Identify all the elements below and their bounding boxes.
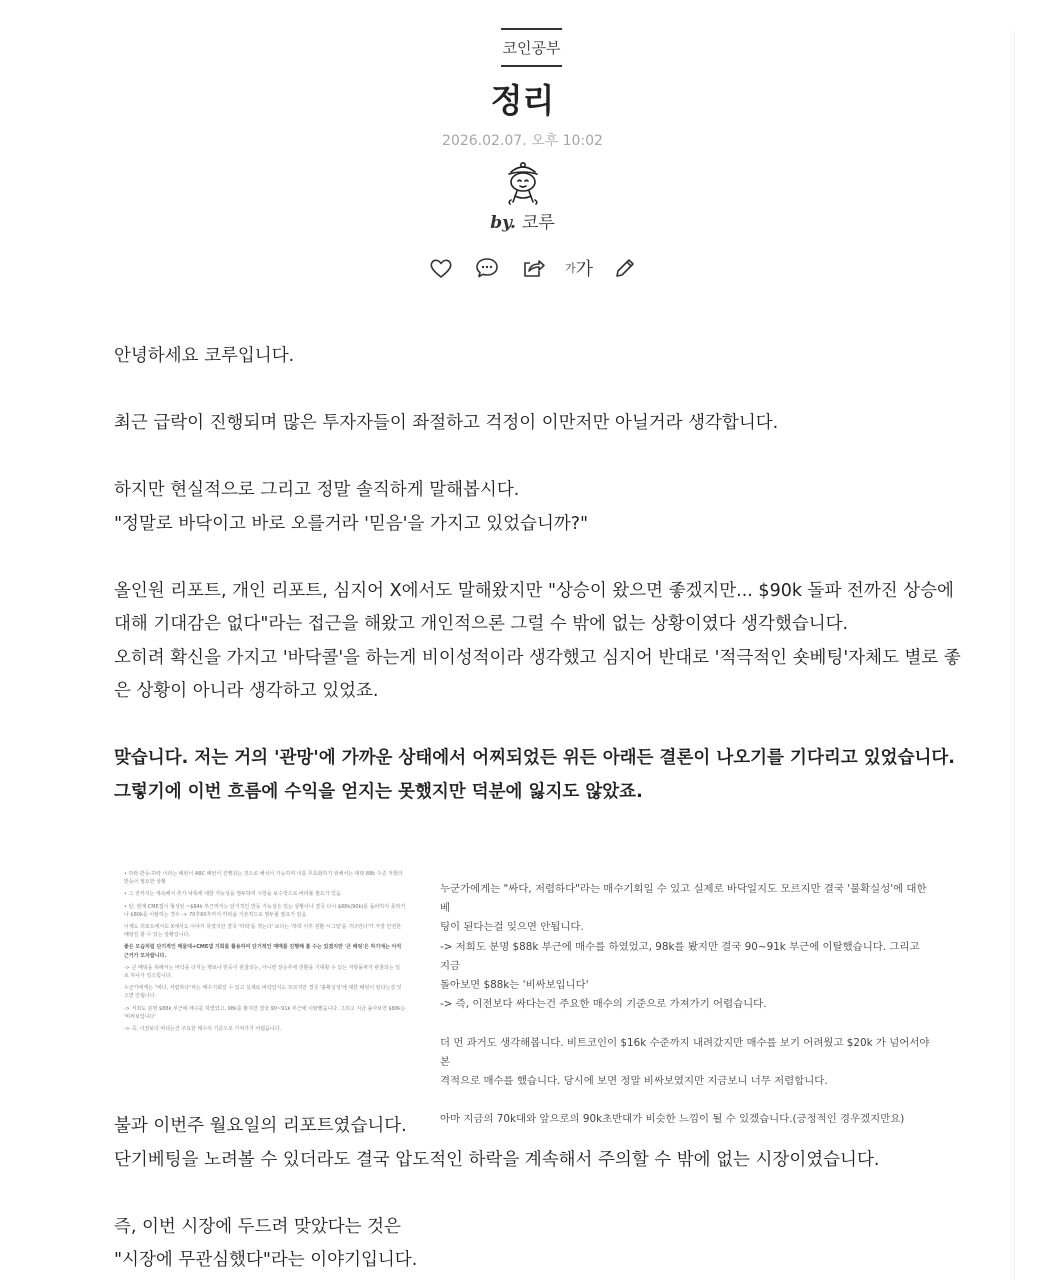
paragraph-bold-1: 맞습니다. 저는 거의 '관망'에 가까운 상태에서 어찌되었든 위든 아래든 결론이 나오기를 기다리고 있었습니다. [114,748,955,768]
report-right-line: 팅이 된다는걸 잊으면 안됩니다. [440,921,584,934]
author-name: 코루 [521,213,555,233]
share-button[interactable] [518,254,548,282]
paragraph-monday: 불과 이번주 월요일의 리포트였습니다. [114,1116,407,1136]
report-left-line: -> 즉, 이전보다 싸다는건 주요한 매수의 기준으로 가져가기 어렵습니다. [124,1026,282,1033]
like-button[interactable] [426,254,456,282]
comment-icon [474,255,500,281]
paragraph-conclusion-2: "시장에 무관심했다"라는 이야기입니다. [114,1250,418,1270]
report-left-line: 이제도 리포트에서도 X에서도 이야기 하였지만 결국 '하락'을 겪는다' 보다는 '하락 이후 전환 시그널'을 기다린다'가 가장 안전한 베팅일 할 수 있는 상황입니다. [124,924,402,939]
post-toolbar [426,254,656,282]
report-right-line: 아마 지금의 70k대와 앞으로의 90k초반대가 비슷한 느낌이 될 수 있겠습니다.(긍정적인 경우겠지만요) [440,1113,905,1126]
font-size-large-label: 가 [575,259,594,279]
font-size-button[interactable] [564,254,594,282]
post-header [0,28,1045,233]
report-left-line: • 하락-반등-하락 이라는 패턴이 ABC 패턴이 진행되는 것으로 해석이 가능하며 이를 무효화하기 위해서는 대략 88k 수준 저항의 반등이 필요한 상황 [124,871,403,886]
pencil-icon [612,255,638,281]
report-image-right [440,880,930,1130]
author-line[interactable] [0,208,1045,233]
report-right-line: 더 먼 과거도 생각해봅니다. 비트코인이 $16k 수준까지 내려갔지만 매수를 보기 어려웠고 $20k 가 넘어서야 본 [440,1036,930,1068]
author-avatar[interactable] [499,160,547,208]
report-left-line: • 그 전까지는 계속해서 추가 낙폭에 대한 가능성을 염두하며 시장을 보수적으로 바라볼 필요가 있음 [124,891,341,898]
author-prefix: by. [490,213,516,233]
report-left-line: -> 저희도 분명 $88k 부근에 매수를 하였었고, 98k를 봤지만 결국 90~91k 부근에 이탈했습니다. 그리고 지금 돌아보면 $88k는 '비싸보입니다' [124,1005,406,1020]
paragraph-intro: 최근 급락이 진행되며 많은 투자자들이 좌절하고 걱정이 이만저만 아닐거라 생각합니다. [114,413,779,433]
comment-button[interactable] [472,254,502,282]
paragraph-bold-2: 그렇기에 이번 흐름에 수익을 얻지는 못했지만 덕분에 잃지도 않았죠. [114,781,643,802]
category-label[interactable]: 코인공부 [501,28,563,67]
paragraph-honest: 하지만 현실적으로 그리고 정말 솔직하게 말해봅시다. [114,480,520,500]
paragraph-report-1: 올인원 리포트, 개인 리포트, 심지어 X에서도 말해왔지만 "상승이 왔으면 좋겠지만... $90k 돌파 전까진 상승에 [114,580,954,601]
font-size-small-label: 가 [564,263,576,275]
report-right-line: -> 즉, 이전보다 싸다는건 주요한 매수의 기준으로 가져가기 어렵습니다. [440,998,767,1011]
paragraph-report-3: 오히려 확신을 가지고 '바닥콜'을 하는게 비이성적이라 생각했고 심지어 반대로 '적극적인 숏베팅'자체도 별로 좋 [114,647,961,668]
edit-button[interactable] [610,254,640,282]
report-image-left [124,870,406,1037]
report-left-line: 좋은 모습처럼 단기적인 매물대+CME갭 기회를 활용하여 단기적인 매매를 진행해 볼 수는 있겠지만 '큰 베팅'은 하기에는 아직 근거가 모자랍니다. [124,944,402,959]
report-left-line: -> 큰 베팅을 위해서는 바닥을 다지는 행보나 반등이 관찰되는, 아니면 상승추세 전환을 기대할 수 있는 저항돌파가 관찰되는 일 로 하나가 일으킵니다. [124,964,401,980]
report-left-line: • 단, 현재 CME갭이 형성된 ~$84k 부근까지는 단기적인 반등 가능성은 있는 상황이나 결국 다시 $88k(90k)를 돌파하지 못하거나 $80k를 이탈하는 경우 -> 70후60후까지 하락을 기본적으로 염두할 필요가 있음 [124,903,406,918]
paragraph-short-bet: 단기베팅을 노려볼 수 있더라도 결국 압도적인 하락을 계속해서 주의할 수 밖에 없는 시장이였습니다. [114,1149,880,1170]
report-right-line: 격적으로 매수를 했습니다. 당시에 보면 정말 비싸보였지만 지금보니 너무 저렴합니다. [440,1075,828,1088]
paragraph-greeting: 안녕하세요 코루입니다. [114,346,295,366]
report-right-line: 돌아보면 $88k는 '비싸보입니다' [440,979,589,992]
report-left-line: 누군가에게는 "싸다, 저렴하다"라는 매수기회일 수 있고 실제로 바닥일지도 모르지만 결국 '불확실성'에 대한 베팅이 된다는걸 잊으면 안됩니다. [124,985,402,1000]
post-title: 정리 [490,81,555,120]
share-icon [520,255,546,281]
report-right-line: 누군가에게는 "싸다, 저렴하다"라는 매수기회일 수 있고 실제로 바닥일지도 모르지만 결국 '불확실성'에 대한 베 [440,883,927,915]
post-date: 2026.02.07. 오후 10:02 [442,133,603,149]
post-body [114,340,964,809]
report-right-line: -> 저희도 분명 $88k 부근에 매수를 하였었고, 98k를 봤지만 결국 90~91k 부근에 이탈했습니다. 그리고 지금 [440,940,920,972]
post-body-continued [114,1110,964,1278]
paragraph-report-4: 은 상황이 아니라 생각하고 있었죠. [114,681,379,701]
paragraph-report-2: 대해 기대감은 없다"라는 접근을 해왔고 개인적으론 그럴 수 밖에 없는 상황이였다 생각했습니다. [114,614,849,634]
paragraph-question: "정말로 바닥이고 바로 오를거라 '믿음'을 가지고 있었습니까?" [114,513,589,534]
paragraph-conclusion-1: 즉, 이번 시장에 두드려 맞았다는 것은 [114,1216,401,1237]
heart-icon [428,255,454,281]
